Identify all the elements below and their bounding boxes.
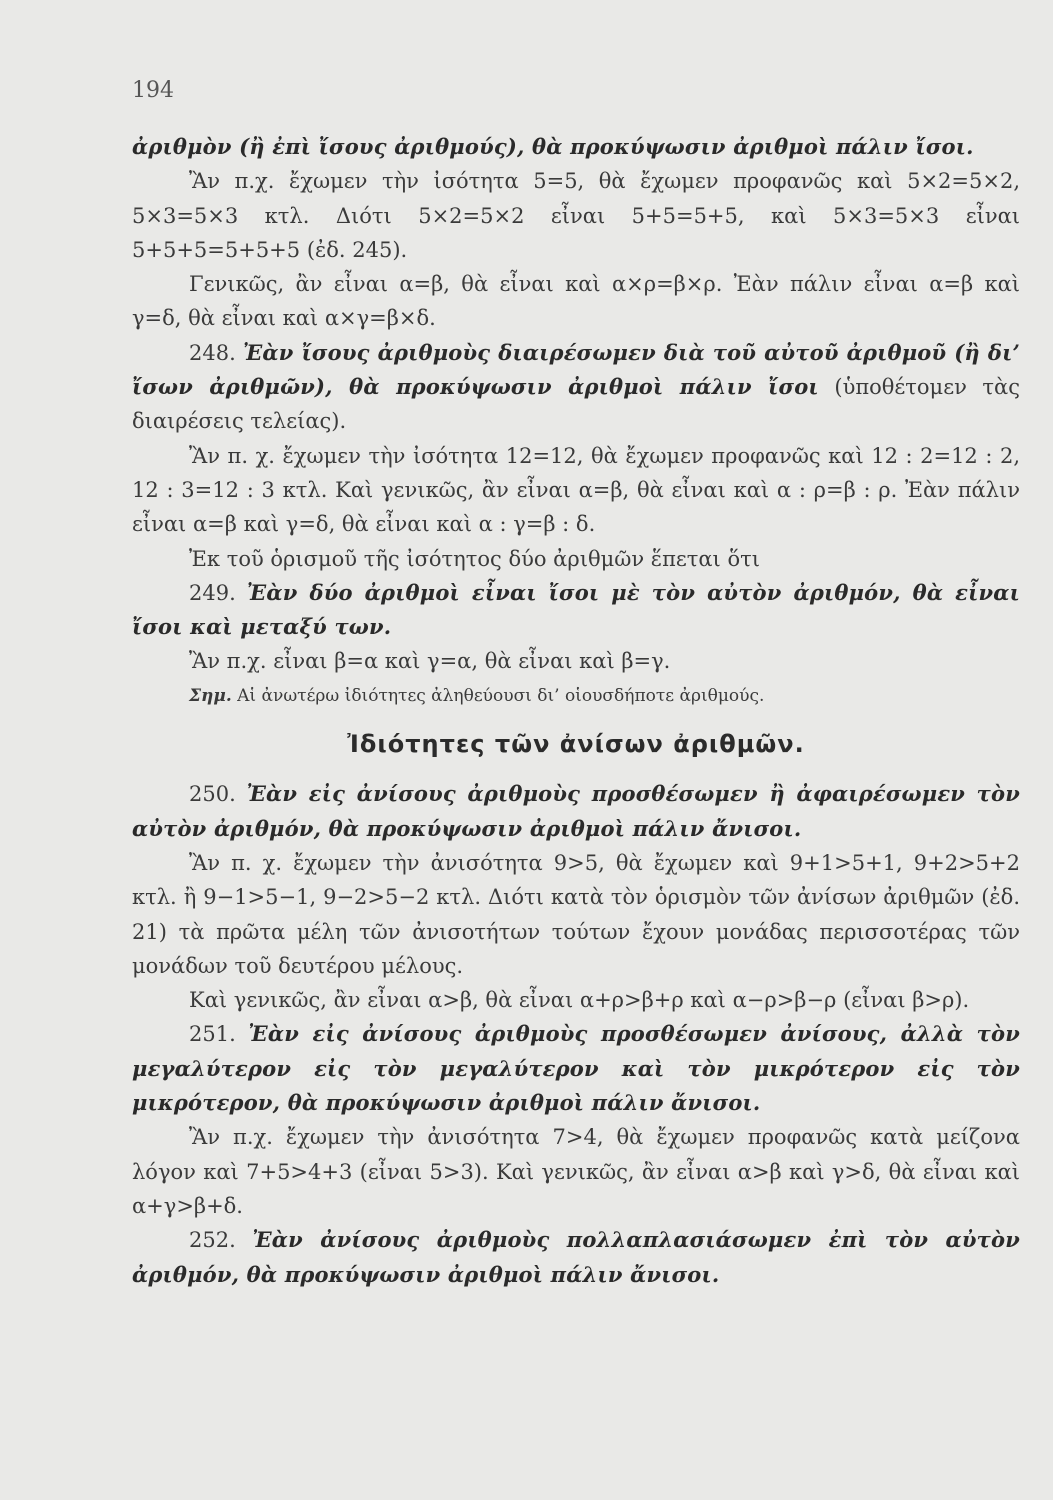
paragraph	[132, 267, 1020, 336]
section-number: 251.	[189, 1022, 236, 1047]
paragraph	[132, 542, 1020, 576]
paragraph-text: Ἂν π. χ. ἔχωμεν τὴν ἰσότητα 12=12, θὰ ἔχωμεν προφανῶς καὶ 12 : 2=12 : 2, 12 : 3=12 : 3 κτλ. Καὶ γενικῶς, ἂν εἶναι α=β, θὰ εἶναι καὶ α : ρ=β : ρ. Ἐὰν πάλιν εἶναι α=β καὶ γ=δ, θὰ εἶναι καὶ α : γ=β : δ.	[132, 443, 1020, 537]
paragraph-text: Ἂν π.χ. ἔχωμεν τὴν ἰσότητα 5=5, θὰ ἔχωμεν προφανῶς καὶ 5×2=5×2, 5×3=5×3 κτλ. Διότι 5×2=5×2 εἶναι 5+5=5+5, καὶ 5×3=5×3 εἶναι 5+5+5=5+5+5 (ἐδ. 245).	[132, 169, 1020, 262]
paragraph	[132, 164, 1020, 267]
paragraph	[132, 439, 1020, 542]
bold-statement: Ἐὰν ἀνίσους ἀριθμοὺς πολλαπλασιάσωμεν ἐπὶ τὸν αὐτὸν ἀριθμόν, θὰ προκύψωσιν ἀριθμοὶ πάλιν ἄνισοι.	[132, 1227, 1020, 1287]
paragraph-249	[132, 576, 1020, 645]
paragraph	[132, 130, 1020, 164]
paragraph-252	[132, 1223, 1020, 1292]
paragraph-250	[132, 777, 1020, 846]
bold-statement: Ἐὰν εἰς ἀνίσους ἀριθμοὺς προσθέσωμεν ἀνίσους, ἀλλὰ τὸν μεγαλύτερον εἰς τὸν μεγαλύτερον καὶ τὸν μικρότερον εἰς τὸν μικρότερον, θὰ προκύψωσιν ἀριθμοὶ πάλιν ἄνισοι.	[132, 1021, 1020, 1116]
paragraph	[132, 983, 1020, 1017]
section-number: 252.	[189, 1228, 236, 1253]
note	[132, 679, 1020, 713]
paragraph-text: Γενικῶς, ἂν εἶναι α=β, θὰ εἶναι καὶ α×ρ=β×ρ. Ἐὰν πάλιν εἶναι α=β καὶ γ=δ, θὰ εἶναι καὶ α×γ=β×δ.	[132, 272, 1020, 331]
paragraph-text: (ὑποθέτομεν τὰς διαιρέσεις τελείας).	[132, 375, 1020, 434]
bold-statement: Ἐὰν δύο ἀριθμοὶ εἶναι ἴσοι μὲ τὸν αὐτὸν ἀριθμόν, θὰ εἶναι ἴσοι καὶ μεταξύ των.	[132, 579, 1020, 640]
page-number: 194	[132, 78, 174, 103]
paragraph-text: Καὶ γενικῶς, ἂν εἶναι α>β, θὰ εἶναι α+ρ>β+ρ καὶ α−ρ>β−ρ (εἶναι β>ρ).	[189, 988, 970, 1013]
note-text: Αἱ ἀνωτέρω ἰδιότητες ἀληθεύουσι δι’ οἱουσδήποτε ἀριθμούς.	[237, 685, 765, 706]
paragraph	[132, 644, 1020, 678]
bold-statement: ἀριθμὸν (ἢ ἐπὶ ἴσους ἀριθμούς), θὰ προκύψωσιν ἀριθμοὶ πάλιν ἴσοι.	[132, 134, 974, 159]
paragraph	[132, 846, 1020, 983]
page-text	[132, 130, 1020, 1292]
section-number: 249.	[189, 580, 236, 605]
bold-statement: Ἐὰν ἴσους ἀριθμοὺς διαιρέσωμεν διὰ τοῦ αὐτοῦ ἀριθμοῦ (ἢ δι’ ἴσων ἀριθμῶν), θὰ προκύψωσιν ἀριθμοὶ πάλιν ἴσοι	[132, 339, 1020, 400]
paragraph-text: Ἐκ τοῦ ὁρισμοῦ τῆς ἰσότητος δύο ἀριθμῶν ἕπεται ὅτι	[189, 546, 760, 571]
paragraph-text: Ἂν π.χ. ἔχωμεν τὴν ἀνισότητα 7>4, θὰ ἔχωμεν προφανῶς κατὰ μείζονα λόγον καὶ 7+5>4+3 (εἶναι 5>3). Καὶ γενικῶς, ἂν εἶναι α>β καὶ γ>δ, θὰ εἶναι καὶ α+γ>β+δ.	[132, 1125, 1020, 1218]
paragraph	[132, 1120, 1020, 1223]
paragraph-text: Ἂν π.χ. εἶναι β=α καὶ γ=α, θὰ εἶναι καὶ β=γ.	[189, 649, 671, 674]
section-number: 248.	[189, 340, 236, 365]
paragraph-text: Ἂν π. χ. ἔχωμεν τὴν ἀνισότητα 9>5, θὰ ἔχωμεν καὶ 9+1>5+1, 9+2>5+2 κτλ. ἢ 9−1>5−1, 9−2>5−2 κτλ. Διότι κατὰ τὸν ὁρισμὸν τῶν ἀνίσων ἀριθμῶν (ἐδ. 21) τὰ πρῶτα μέλη τῶν ἀνισοτήτων τούτων ἔχουν μονάδας περισσοτέρας τῶν μονάδων τοῦ δευτέρου μέλους.	[132, 850, 1020, 978]
note-label: Σημ.	[189, 685, 232, 706]
paragraph-248	[132, 336, 1020, 439]
paragraph-251	[132, 1017, 1020, 1120]
bold-statement: Ἐὰν εἰς ἀνίσους ἀριθμοὺς προσθέσωμεν ἢ ἀφαιρέσωμεν τὸν αὐτὸν ἀριθμόν, θὰ προκύψωσιν ἀριθμοὶ πάλιν ἄνισοι.	[132, 781, 1020, 841]
section-heading: Ἰδιότητες τῶν ἀνίσων ἀριθμῶν.	[347, 730, 805, 759]
section-number: 250.	[189, 782, 236, 807]
